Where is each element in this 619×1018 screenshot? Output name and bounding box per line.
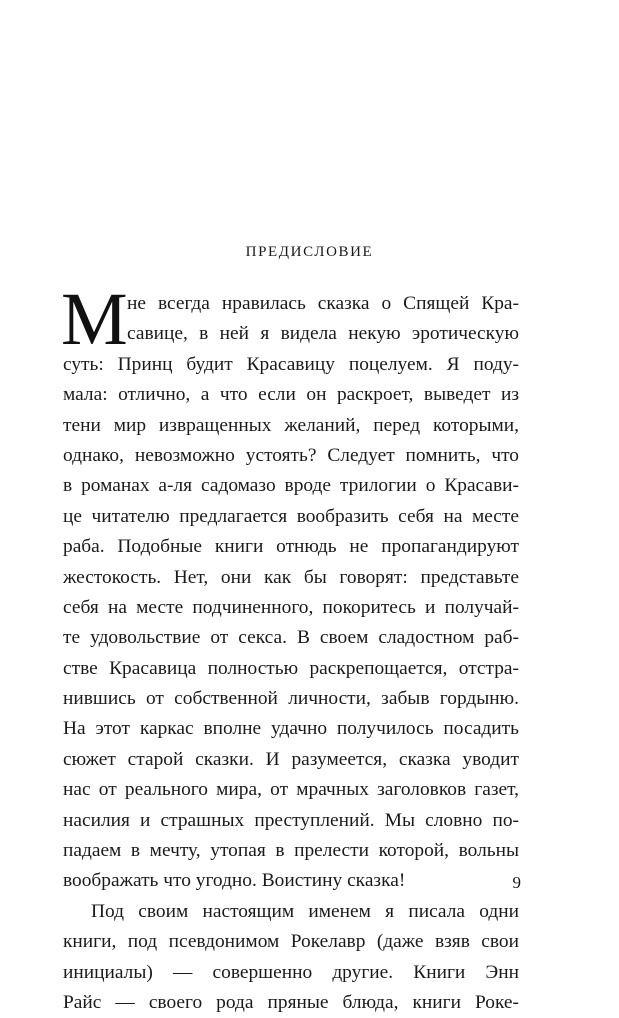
text-line: жестокость. Нет, они как бы говорят: представьте <box>63 566 519 588</box>
text-line: суть: Принц будит Красавицу поцелуем. Я поду- <box>63 353 519 375</box>
text-line: себя на месте подчиненного, покоритесь и получай- <box>63 596 519 618</box>
text-line: нившись от собственной личности, забыв гордыню. <box>63 688 519 710</box>
text-line: стве Красавица полностью раскрепощается, отстра- <box>63 657 519 679</box>
text-line: Под своим настоящим именем я писала одни <box>91 900 519 922</box>
text-line: це читателю предлагается вообразить себя на месте <box>63 505 519 527</box>
text-line: раба. Подобные книги отнюдь не пропагандируют <box>63 536 519 558</box>
drop-cap: М <box>61 278 128 361</box>
text-line: На этот каркас вполне удачно получилось посадить <box>63 718 519 740</box>
paragraph-1 <box>61 278 519 897</box>
body-text <box>61 278 519 1018</box>
text-line: мала: отлично, а что если он раскроет, выведет из <box>63 384 519 406</box>
text-line: те удовольствие от секса. В своем сладостном раб- <box>63 627 519 649</box>
text-line: падаем в мечту, утопая в прелести которой, вольны <box>63 840 519 862</box>
text-line: тени мир извращенных желаний, перед которыми, <box>63 414 519 436</box>
text-line: насилия и страшных преступлений. Мы словно по- <box>63 809 519 831</box>
text-line: инициалы) — совершенно другие. Книги Энн <box>63 961 519 983</box>
text-line: Райс — своего рода пряные блюда, книги Роке- <box>63 991 519 1013</box>
text-line: книги, под псевдонимом Рокелавр (даже взяв свои <box>63 931 519 953</box>
text-line: нас от реального мира, от мрачных заголовков газет, <box>63 779 519 801</box>
text-line: в романах а-ля садомазо вроде трилогии о Красави- <box>63 475 519 497</box>
chapter-heading: ПРЕДИСЛОВИЕ <box>245 244 374 260</box>
text-line: однако, невозможно устоять? Следует помнить, что <box>63 444 519 466</box>
text-line: не всегда нравилась сказка о Спящей Кра- <box>127 293 519 314</box>
text-line: сюжет старой сказки. И разумеется, сказка уводит <box>63 748 519 770</box>
text-line: савице, в ней я видела некую эротическую <box>127 323 519 345</box>
text-line: воображать что угодно. Воистину сказка! <box>63 870 406 892</box>
page-number: 9 <box>512 873 521 892</box>
